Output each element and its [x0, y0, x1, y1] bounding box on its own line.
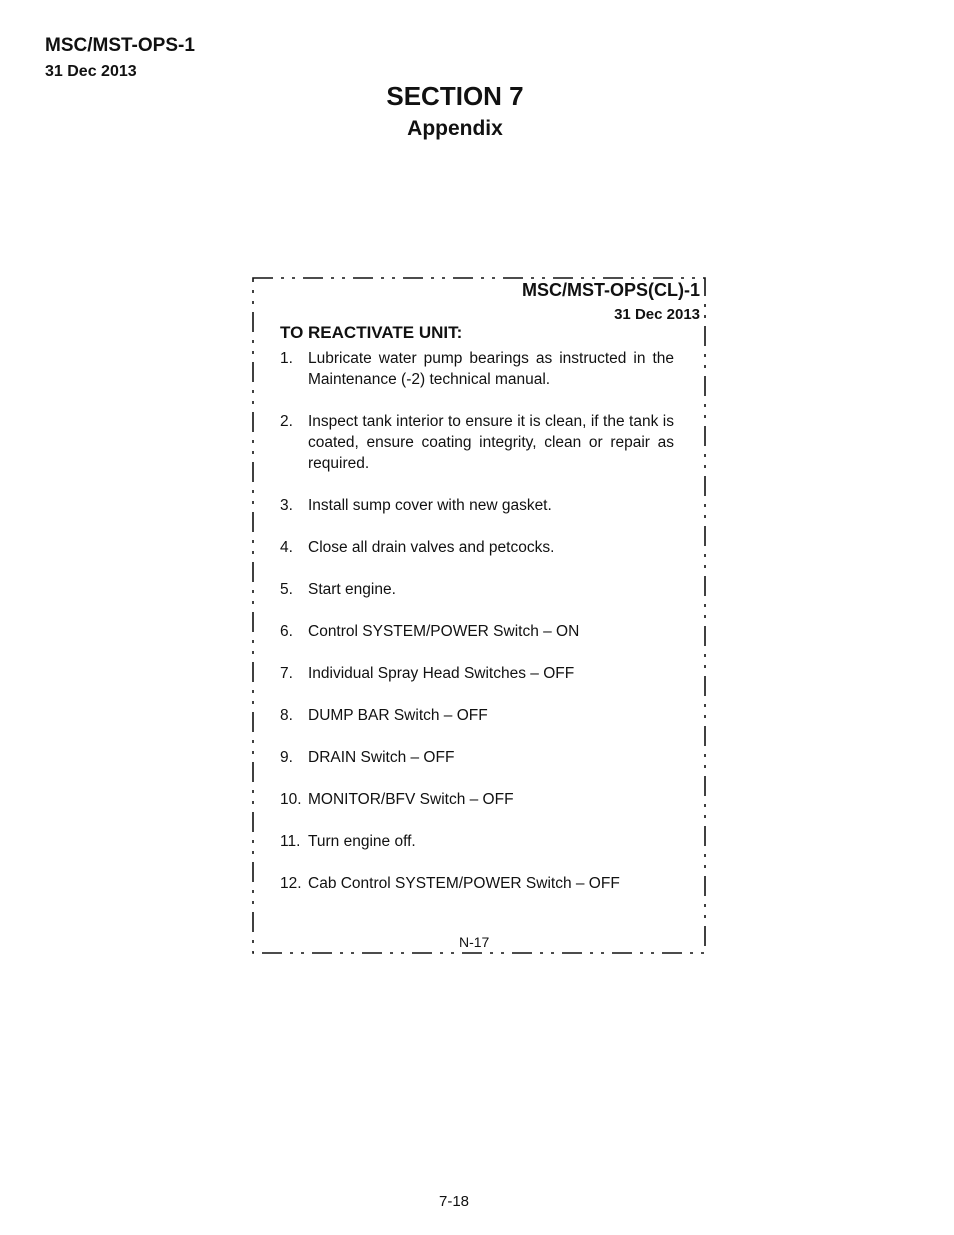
- list-item: [280, 789, 674, 810]
- page-number: 7-18: [438, 1193, 470, 1210]
- card-document-id: MSC/MST-OPS(CL)-1: [522, 280, 700, 300]
- step-text: Close all drain valves and petcocks.: [308, 539, 555, 556]
- step-text: DUMP BAR Switch – OFF: [308, 707, 488, 724]
- card-date: 31 Dec 2013: [614, 306, 700, 323]
- step-text: Start engine.: [308, 581, 396, 598]
- section-subtitle: Appendix: [407, 117, 503, 140]
- list-item: [280, 537, 674, 558]
- list-item: [280, 747, 674, 768]
- step-number: 8.: [280, 707, 293, 724]
- step-number: 1.: [280, 350, 293, 367]
- list-item: [280, 621, 674, 642]
- step-number: 6.: [280, 623, 293, 640]
- document-date: 31 Dec 2013: [45, 63, 137, 80]
- list-item: [280, 705, 674, 726]
- step-number: 3.: [280, 497, 293, 514]
- step-text: MONITOR/BFV Switch – OFF: [308, 791, 514, 808]
- list-item: [280, 411, 674, 474]
- step-number: 11.: [280, 833, 301, 850]
- step-text: Inspect tank interior to ensure it is clean, if the tank is coated, ensure coating integrity, clean or repair as required.: [308, 413, 674, 472]
- card-page-label: N-17: [459, 934, 490, 950]
- list-item: [280, 495, 674, 516]
- card-heading: TO REACTIVATE UNIT:: [280, 323, 463, 342]
- list-item: [280, 873, 674, 894]
- checklist-card: [252, 277, 706, 954]
- step-number: 12.: [280, 875, 302, 892]
- step-text: Individual Spray Head Switches – OFF: [308, 665, 575, 682]
- step-number: 5.: [280, 581, 293, 598]
- list-item: [280, 579, 674, 600]
- step-number: 2.: [280, 413, 293, 430]
- step-text: DRAIN Switch – OFF: [308, 749, 455, 766]
- step-text: Cab Control SYSTEM/POWER Switch – OFF: [308, 875, 620, 892]
- step-text: Turn engine off.: [308, 833, 416, 850]
- step-number: 4.: [280, 539, 293, 556]
- document-id: MSC/MST-OPS-1: [45, 35, 195, 56]
- step-text: Control SYSTEM/POWER Switch – ON: [308, 623, 580, 640]
- step-text: Lubricate water pump bearings as instructed in the Maintenance (-2) technical manual.: [308, 350, 674, 388]
- reactivation-steps: [280, 348, 674, 915]
- step-number: 7.: [280, 665, 293, 682]
- section-title: SECTION 7: [386, 81, 524, 111]
- step-number: 9.: [280, 749, 293, 766]
- step-number: 10.: [280, 791, 302, 808]
- list-item: [280, 348, 674, 390]
- list-item: [280, 831, 674, 852]
- list-item: [280, 663, 674, 684]
- step-text: Install sump cover with new gasket.: [308, 497, 552, 514]
